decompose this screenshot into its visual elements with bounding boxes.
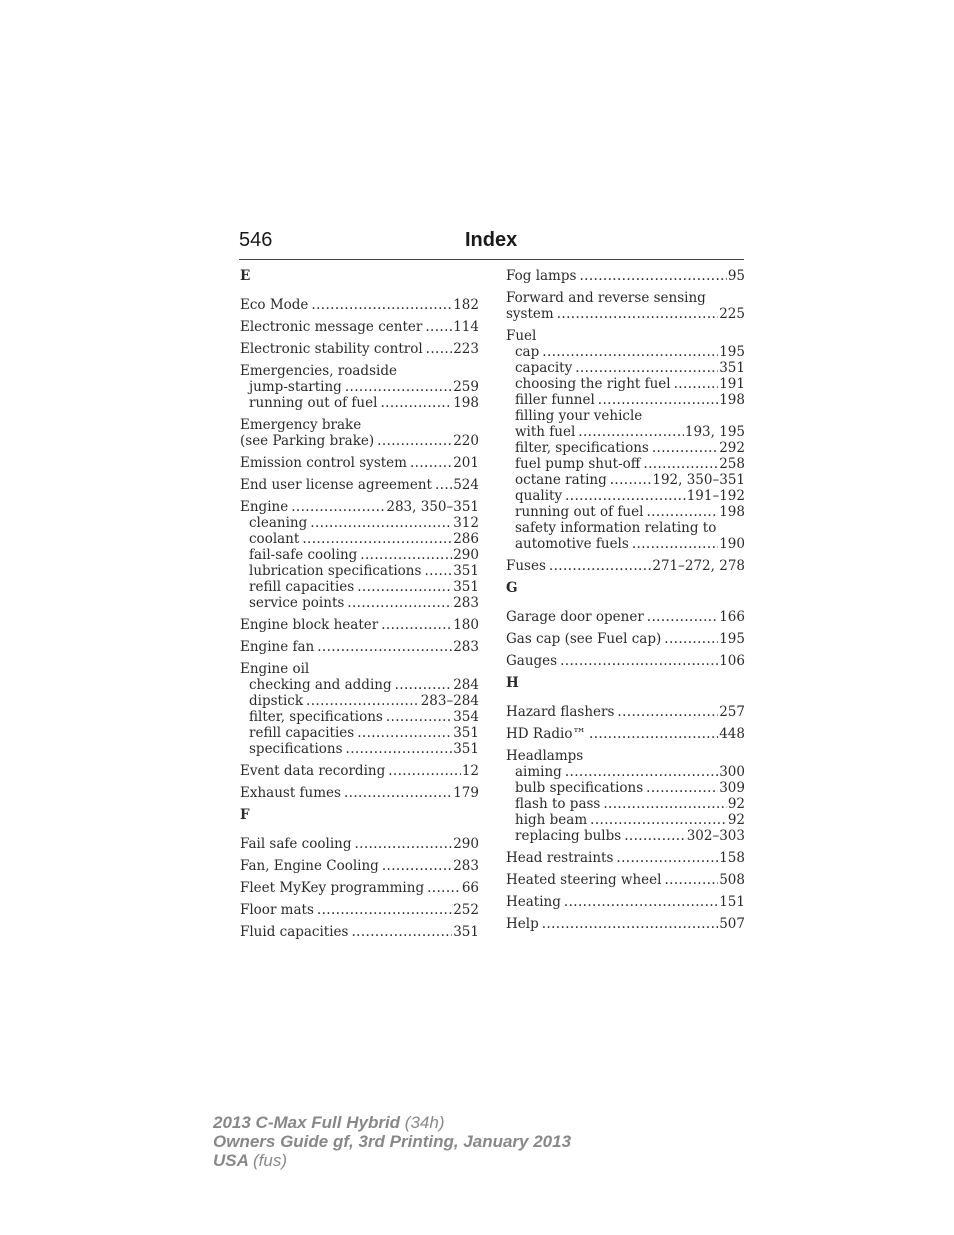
dot-leader <box>427 880 461 896</box>
entry-term: Fan, Engine Cooling <box>240 858 379 874</box>
index-entry <box>506 504 745 520</box>
dot-leader <box>542 916 718 932</box>
entry-term: bulb specifications <box>515 780 644 796</box>
section-letter: H <box>506 675 519 691</box>
index-entry-group <box>506 290 745 322</box>
entry-term: refill capacities <box>249 725 355 741</box>
dot-leader <box>347 595 452 611</box>
index-entry-group <box>240 902 479 918</box>
entry-page: 198 <box>719 392 745 408</box>
page-title: Index <box>465 229 518 251</box>
entry-term: HD Radio™ <box>506 726 586 742</box>
entry-term: cleaning <box>249 515 308 531</box>
entry-term: choosing the right fuel <box>515 376 671 392</box>
entry-page: 351 <box>453 924 479 940</box>
index-entry-group <box>240 785 479 801</box>
entry-term: Help <box>506 916 539 932</box>
dot-leader <box>351 924 452 940</box>
index-entry-group <box>506 726 745 742</box>
index-entry <box>506 764 745 780</box>
entry-page: 179 <box>453 785 479 801</box>
entry-page: 292 <box>719 440 745 456</box>
entry-term: Fail safe cooling <box>240 836 352 852</box>
entry-page: 182 <box>453 297 479 313</box>
dot-leader <box>346 741 453 757</box>
dot-leader <box>624 828 686 844</box>
dot-leader <box>435 477 452 493</box>
dot-leader <box>560 653 718 669</box>
entry-page: 290 <box>453 547 479 563</box>
dot-leader <box>345 379 452 395</box>
entry-page: 191 <box>719 376 745 392</box>
index-entry-group <box>506 704 745 720</box>
entry-term: cap <box>515 344 540 360</box>
footer-line-3: USA (fus) <box>213 1151 287 1170</box>
index-entry <box>506 456 745 472</box>
entry-page: 284 <box>453 677 479 693</box>
dot-leader <box>386 709 452 725</box>
index-entry <box>240 499 479 515</box>
entry-page: 201 <box>453 455 479 471</box>
index-entry <box>506 704 745 720</box>
dot-leader <box>652 440 718 456</box>
page-number: 546 <box>239 229 273 251</box>
entry-term: Engine block heater <box>240 617 379 633</box>
entry-page: 351 <box>453 563 479 579</box>
entry-term: aiming <box>515 764 562 780</box>
entry-term: End user license agreement <box>240 477 432 493</box>
index-entry <box>506 726 745 742</box>
entry-page: 198 <box>719 504 745 520</box>
entry-term: Fuses <box>506 558 546 574</box>
dot-leader <box>291 499 385 515</box>
dot-leader <box>317 639 452 655</box>
entry-term: Engine <box>240 499 289 515</box>
index-entry <box>240 341 479 357</box>
entry-term: Fluid capacities <box>240 924 349 940</box>
index-entry <box>506 472 745 488</box>
dot-leader <box>598 392 718 408</box>
entry-page: 151 <box>719 894 745 910</box>
index-entry <box>240 639 479 655</box>
entry-page: 508 <box>719 872 745 888</box>
entry-term: service points <box>249 595 345 611</box>
index-column-right <box>506 268 745 938</box>
dot-leader <box>306 693 420 709</box>
dot-leader <box>354 836 452 852</box>
index-entry <box>506 653 745 669</box>
entry-page: 195 <box>719 344 745 360</box>
index-entry <box>506 850 745 866</box>
entry-page: 158 <box>719 850 745 866</box>
index-entry-group <box>506 850 745 866</box>
entry-page: 283 <box>453 639 479 655</box>
index-entry <box>506 828 745 844</box>
entry-page: 192, 350–351 <box>652 472 745 488</box>
dot-leader <box>381 617 452 633</box>
index-entry-group <box>240 477 479 493</box>
entry-page: 302–303 <box>686 828 745 844</box>
entry-page: 351 <box>453 725 479 741</box>
entry-page: 92 <box>727 796 745 812</box>
entry-term: specifications <box>249 741 343 757</box>
index-entry-group <box>240 880 479 896</box>
index-entry <box>240 547 479 563</box>
entry-page: 191–192 <box>686 488 745 504</box>
entry-page: 106 <box>719 653 745 669</box>
index-entry <box>506 392 745 408</box>
entry-page: 258 <box>719 456 745 472</box>
entry-page: 114 <box>453 319 479 335</box>
dot-leader <box>579 268 726 284</box>
dot-leader <box>603 796 726 812</box>
entry-term: Heating <box>506 894 561 910</box>
index-entry <box>240 677 479 693</box>
index-entry <box>240 858 479 874</box>
entry-term: Engine fan <box>240 639 315 655</box>
entry-page: 92 <box>727 812 745 828</box>
dot-leader <box>616 850 718 866</box>
index-entry <box>240 617 479 633</box>
section-letter: E <box>240 268 251 284</box>
dot-leader <box>382 858 452 874</box>
index-entry-group <box>506 894 745 910</box>
dot-leader <box>617 704 718 720</box>
index-entry-group <box>240 319 479 335</box>
dot-leader <box>564 894 718 910</box>
entry-term: high beam <box>515 812 588 828</box>
entry-term: jump-starting <box>249 379 342 395</box>
index-entry <box>506 488 745 504</box>
index-entry <box>240 319 479 335</box>
index-entry <box>240 433 479 449</box>
entry-page: 309 <box>719 780 745 796</box>
dot-leader <box>424 563 452 579</box>
dot-leader <box>317 902 452 918</box>
entry-page: 220 <box>453 433 479 449</box>
dot-leader <box>388 763 461 779</box>
entry-term: Gas cap (see Fuel cap) <box>506 631 662 647</box>
index-entry-group <box>240 617 479 633</box>
entry-term: refill capacities <box>249 579 355 595</box>
entry-term: dipstick <box>249 693 304 709</box>
entry-page: 507 <box>719 916 745 932</box>
index-entry <box>506 780 745 796</box>
index-heading: Engine oil <box>240 661 310 677</box>
dot-leader <box>674 376 719 392</box>
entry-term: checking and adding <box>249 677 392 693</box>
index-entry <box>240 693 479 709</box>
index-heading: Forward and reverse sensing <box>506 290 706 306</box>
entry-page: 283 <box>453 595 479 611</box>
index-entry <box>506 536 745 552</box>
entry-term: flash to pass <box>515 796 601 812</box>
entry-term: coolant <box>249 531 300 547</box>
entry-term: running out of fuel <box>249 395 378 411</box>
index-entry <box>240 477 479 493</box>
index-entry <box>506 558 745 574</box>
entry-term: (see Parking brake) <box>240 433 375 449</box>
dot-leader <box>410 455 452 471</box>
index-entry <box>240 395 479 411</box>
index-entry <box>240 725 479 741</box>
index-entry <box>506 609 745 625</box>
dot-leader <box>610 472 652 488</box>
entry-page: 195 <box>719 631 745 647</box>
index-entry-group <box>240 363 479 411</box>
dot-leader <box>565 488 686 504</box>
index-column-left <box>240 268 479 946</box>
index-entry <box>506 376 745 392</box>
entry-page: 193, 195 <box>684 424 745 440</box>
index-heading: Emergencies, roadside <box>240 363 397 379</box>
index-entry-group <box>506 653 745 669</box>
dot-leader <box>310 515 452 531</box>
entry-term: quality <box>515 488 563 504</box>
dot-leader <box>302 531 452 547</box>
dot-leader <box>425 319 452 335</box>
entry-term: Gauges <box>506 653 558 669</box>
entry-page: 166 <box>719 609 745 625</box>
entry-term: Electronic message center <box>240 319 423 335</box>
index-entry <box>240 763 479 779</box>
entry-term: octane rating <box>515 472 607 488</box>
index-entry <box>506 631 745 647</box>
entry-term: Event data recording <box>240 763 386 779</box>
index-entry <box>240 836 479 852</box>
dot-leader <box>542 344 718 360</box>
index-entry <box>240 709 479 725</box>
page-header <box>239 229 744 260</box>
index-entry <box>240 515 479 531</box>
dot-leader <box>646 780 718 796</box>
entry-page: 290 <box>453 836 479 852</box>
entry-page: 257 <box>719 704 745 720</box>
entry-term: Heated steering wheel <box>506 872 662 888</box>
index-entry <box>240 595 479 611</box>
entry-page: 448 <box>719 726 745 742</box>
entry-page: 312 <box>453 515 479 531</box>
dot-leader <box>575 360 718 376</box>
index-entry <box>506 894 745 910</box>
index-entry-group <box>240 297 479 313</box>
entry-term: fail-safe cooling <box>249 547 358 563</box>
entry-term: Fog lamps <box>506 268 577 284</box>
index-entry <box>506 812 745 828</box>
index-entry-group <box>240 455 479 471</box>
dot-leader <box>664 872 718 888</box>
index-entry-group <box>240 836 479 852</box>
entry-page: 225 <box>719 306 745 322</box>
entry-page: 351 <box>453 741 479 757</box>
index-subheading: filling your vehicle <box>515 408 643 424</box>
index-entry <box>240 455 479 471</box>
index-entry <box>240 579 479 595</box>
index-entry <box>240 297 479 313</box>
index-entry-group <box>240 417 479 449</box>
entry-term: filler funnel <box>515 392 595 408</box>
entry-page: 259 <box>453 379 479 395</box>
index-heading: Emergency brake <box>240 417 362 433</box>
dot-leader <box>357 579 452 595</box>
dot-leader <box>589 726 718 742</box>
dot-leader <box>643 456 718 472</box>
dot-leader <box>578 424 684 440</box>
entry-page: 351 <box>453 579 479 595</box>
index-entry-group <box>506 916 745 932</box>
entry-term: Floor mats <box>240 902 314 918</box>
dot-leader <box>380 395 452 411</box>
index-entry <box>506 916 745 932</box>
dot-leader <box>565 764 718 780</box>
entry-page: 524 <box>453 477 479 493</box>
entry-page: 223 <box>453 341 479 357</box>
dot-leader <box>426 341 453 357</box>
index-entry <box>240 924 479 940</box>
index-heading: Headlamps <box>506 748 584 764</box>
entry-page: 354 <box>453 709 479 725</box>
dot-leader <box>646 504 718 520</box>
index-entry <box>240 902 479 918</box>
entry-term: Fleet MyKey programming <box>240 880 425 896</box>
entry-page: 351 <box>719 360 745 376</box>
index-entry <box>506 424 745 440</box>
entry-term: running out of fuel <box>515 504 644 520</box>
entry-page: 283–284 <box>420 693 479 709</box>
index-entry-group <box>240 763 479 779</box>
entry-term: Exhaust fumes <box>240 785 341 801</box>
entry-term: Electronic stability control <box>240 341 423 357</box>
entry-term: Eco Mode <box>240 297 309 313</box>
entry-term: Garage door opener <box>506 609 644 625</box>
index-entry-group <box>506 872 745 888</box>
index-entry-group <box>506 328 745 552</box>
dot-leader <box>549 558 651 574</box>
footer-line-2: Owners Guide gf, 3rd Printing, January 2013 <box>213 1132 572 1151</box>
index-entry <box>240 531 479 547</box>
index-entry-group <box>506 748 745 844</box>
entry-page: 198 <box>453 395 479 411</box>
entry-term: lubrication specifications <box>249 563 422 579</box>
entry-page: 286 <box>453 531 479 547</box>
index-entry-group <box>240 858 479 874</box>
entry-term: replacing bulbs <box>515 828 622 844</box>
index-entry <box>240 785 479 801</box>
index-entry <box>506 872 745 888</box>
entry-page: 180 <box>453 617 479 633</box>
entry-page: 190 <box>719 536 745 552</box>
index-subheading: safety information relating to <box>515 520 717 536</box>
footer-line-1: 2013 C-Max Full Hybrid (34h) <box>213 1113 445 1132</box>
dot-leader <box>632 536 718 552</box>
dot-leader <box>647 609 718 625</box>
section-letter: F <box>240 807 250 823</box>
index-entry <box>506 344 745 360</box>
index-entry-group <box>506 558 745 574</box>
section-letter: G <box>506 580 518 596</box>
index-entry-group <box>506 631 745 647</box>
dot-leader <box>664 631 718 647</box>
entry-page: 283 <box>453 858 479 874</box>
index-entry-group <box>506 609 745 625</box>
dot-leader <box>357 725 452 741</box>
entry-page: 271–272, 278 <box>652 558 745 574</box>
entry-term: with fuel <box>515 424 576 440</box>
entry-term: fuel pump shut-off <box>515 456 641 472</box>
entry-page: 95 <box>727 268 745 284</box>
index-entry <box>506 796 745 812</box>
dot-leader <box>557 306 719 322</box>
index-entry <box>240 379 479 395</box>
index-entry-group <box>240 661 479 757</box>
index-entry <box>506 306 745 322</box>
index-entry-group <box>240 499 479 611</box>
index-entry <box>240 741 479 757</box>
entry-page: 252 <box>453 902 479 918</box>
index-entry-group <box>240 924 479 940</box>
dot-leader <box>360 547 452 563</box>
dot-leader <box>344 785 452 801</box>
dot-leader <box>311 297 452 313</box>
index-entry-group <box>240 341 479 357</box>
dot-leader <box>377 433 452 449</box>
entry-term: capacity <box>515 360 573 376</box>
entry-term: Emission control system <box>240 455 407 471</box>
entry-page: 300 <box>719 764 745 780</box>
footer <box>213 1113 571 1170</box>
entry-term: Hazard flashers <box>506 704 615 720</box>
entry-page: 66 <box>461 880 479 896</box>
index-entry <box>506 268 745 284</box>
index-entry <box>506 440 745 456</box>
index-entry-group <box>506 268 745 284</box>
dot-leader <box>395 677 453 693</box>
entry-term: filter, specifications <box>515 440 649 456</box>
index-entry <box>240 563 479 579</box>
index-entry <box>506 360 745 376</box>
entry-term: system <box>506 306 554 322</box>
entry-term: Head restraints <box>506 850 614 866</box>
index-heading: Fuel <box>506 328 537 344</box>
entry-term: automotive fuels <box>515 536 629 552</box>
index-entry-group <box>240 639 479 655</box>
entry-term: filter, specifications <box>249 709 383 725</box>
entry-page: 283, 350–351 <box>386 499 479 515</box>
index-entry <box>240 880 479 896</box>
dot-leader <box>590 812 727 828</box>
entry-page: 12 <box>461 763 479 779</box>
